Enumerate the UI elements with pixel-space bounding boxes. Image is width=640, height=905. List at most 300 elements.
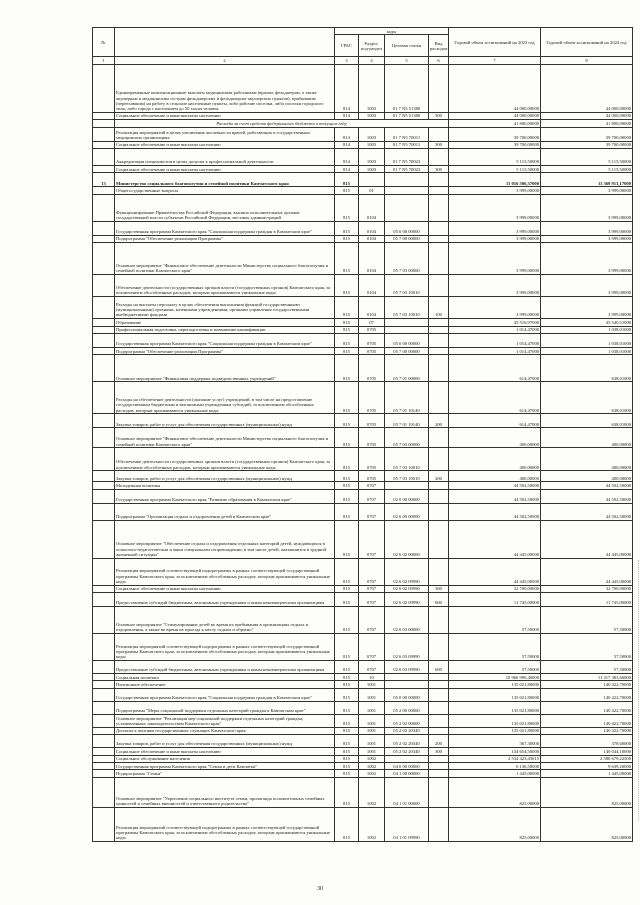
cell-grbs: 815 [335,187,359,194]
cell-exp-type [429,770,449,777]
table-row [93,489,633,503]
cell-name: Основное мероприятие "Стимулирование детей во время их пребывания в организациях отдыха и оздоровления, а также во время их проезда к месту отдыха и обратно" [115,607,335,634]
cell-sum-2023: 3 999,00000 [449,243,541,275]
cell-grbs: 815 [335,755,359,762]
cell-section [359,173,385,187]
cell-section: 0705 [359,428,385,448]
cell-section: 0705 [359,326,385,333]
cell-sum-2023: 367,30000 [449,735,541,748]
cell-grbs: 815 [335,471,359,482]
cell-target [385,194,429,221]
cell-sum-2024: 39 700,00000 [541,141,633,148]
cell-exp-type [429,727,449,734]
cell-grbs: 815 [335,319,359,326]
column-numbers-row [93,57,633,64]
cell-sum-2023: 10 966 990,40000 [449,674,541,681]
cell-number [93,221,115,235]
cell-section: 1003 [359,141,385,148]
table-row [93,748,633,755]
cell-section: 0707 [359,607,385,634]
cell-sum-2023: 44 502,50000 [449,482,541,489]
cell-exp-type [429,64,449,112]
cell-number [93,448,115,471]
cell-sum-2024: 638,01000 [541,382,633,414]
cell-name: Общегосударственные вопросы [115,187,335,194]
cell-grbs: 815 [335,489,359,503]
cell-exp-type [429,148,449,165]
cell-section: 0707 [359,634,385,661]
cell-sum-2023: 44 000,00000 [449,112,541,119]
cell-target: 05 0 00 00000 [385,221,429,235]
cell-target [385,173,429,187]
cell-section: 0705 [359,448,385,471]
table-header [93,28,633,65]
table-row [93,448,633,471]
cell-section: 0104 [359,243,385,275]
cell-target: 05 7 01 10140 [385,414,429,428]
cell-grbs: 815 [335,748,359,755]
cell-sum-2023: 135 021,80000 [449,727,541,734]
cell-exp-type [429,275,449,297]
cell-grbs: 815 [335,777,359,807]
cell-section: 07 [359,319,385,326]
cell-exp-type: 200 [429,735,449,748]
cell-name: Подпрограмма "Организация отдыха и оздоровления детей в Камчатском крае" [115,503,335,520]
cell-sum-2024: 44 502,50000 [541,503,633,520]
cell-number [93,763,115,770]
cell-target: 05 7 03 00000 [385,243,429,275]
cell-name: Социальное обеспечение и иные выплаты населению [115,112,335,119]
cell-target: 05 7 03 10010 [385,297,429,319]
cell-name: Социальное обеспечение и иные выплаты населению [115,748,335,755]
table-row [93,482,633,489]
cell-section: 1002 [359,807,385,841]
cell-exp-type [429,194,449,221]
cell-grbs: 815 [335,763,359,770]
cell-number [93,319,115,326]
cell-sum-2023: 3 999,00000 [449,297,541,319]
cell-sum-2024: 825,00000 [541,807,633,841]
cell-grbs: 814 [335,64,359,112]
cell-sum-2024: 57,50000 [541,634,633,661]
header-grbs: ГРБС [335,35,359,57]
cell-sum-2023: 44 445,00000 [449,558,541,585]
cell-sum-2024: 45 540,51000 [541,319,633,326]
cell-number [93,243,115,275]
cell-section: 0707 [359,661,385,674]
cell-target: 01 7 N5 70023 [385,165,429,172]
cell-sum-2024: 1 445,00000 [541,770,633,777]
cell-name: Реализация мероприятий соответствующей подпрограммы в рамках соответствующей государственной программы Камчатского края, за исключением обособленных расходов, которым присваиваются уникальные коды [115,807,335,841]
cell-sum-2023: 614,47000 [449,382,541,414]
cell-sum-2023: 1 014,47000 [449,326,541,333]
cell-grbs: 815 [335,688,359,701]
cell-target: 01 7 N5 70023 [385,148,429,165]
cell-exp-type [429,326,449,333]
cell-sum-2023: 57,50000 [449,634,541,661]
cell-name: Социальное обеспечение и иные выплаты населению [115,585,335,592]
cell-sum-2024: 11 317 383,66000 [541,674,633,681]
cell-sum-2024: 3 999,00000 [541,243,633,275]
cell-section: 1001 [359,714,385,727]
header-target: Целевая статья [385,35,429,57]
cell-exp-type [429,634,449,661]
cell-target: 04 0 00 00000 [385,763,429,770]
cell-target: 05 0 00 00000 [385,333,429,347]
header-sum-2024: Годовой объем ассигнований на 2024 год [541,28,633,57]
cell-number [93,382,115,414]
cell-exp-type [429,558,449,585]
cell-number [93,688,115,701]
cell-section: 1003 [359,112,385,119]
cell-number [93,755,115,762]
cell-grbs: 815 [335,674,359,681]
cell-grbs: 814 [335,112,359,119]
cell-sum-2023: 400,00000 [449,448,541,471]
table-row [93,165,633,172]
cell-sum-2023: 5 115,50000 [449,148,541,165]
cell-number [93,355,115,382]
table-row [93,173,633,187]
cell-section: 1002 [359,770,385,777]
cell-name: Молодежная политика [115,482,335,489]
cell-note: Расходы за счет средств федерального бюджета в текущем году [115,120,449,127]
cell-sum-2024: 638,01000 [541,414,633,428]
cell-target: 02 6 00 00000 [385,503,429,520]
table-row [93,319,633,326]
cell-sum-2023: 825,00000 [449,807,541,841]
cell-target: 05 2 02 00000 [385,714,429,727]
table-row [93,727,633,734]
table-row [93,607,633,634]
cell-grbs: 815 [335,558,359,585]
cell-grbs: 815 [335,661,359,674]
cell-target: 01 7 N5 70011 [385,141,429,148]
cell-target: 04 1 00 00000 [385,770,429,777]
cell-grbs: 815 [335,326,359,333]
cell-sum-2024: 41 800,00000 [541,120,633,127]
cell-grbs: 815 [335,173,359,187]
cell-number [93,777,115,807]
cell-name: Государственная программа Камчатского края "Социальная поддержка граждан в Камчатском крае" [115,221,335,235]
cell-exp-type: 100 [429,297,449,319]
cell-sum-2024: 44 000,00000 [541,64,633,112]
cell-number [93,674,115,681]
cell-grbs: 815 [335,221,359,235]
cell-name: Подпрограмма "Семья" [115,770,335,777]
cell-target: 02 6 02 09990 [385,558,429,585]
cell-name: Государственная программа Камчатского края "Социальная поддержка граждан в Камчатском крае" [115,688,335,701]
table-row [93,471,633,482]
table-row [93,194,633,221]
column-number: 1 [93,57,115,64]
cell-name: Функционирование Правительства Российской Федерации, высших исполнительных органов государственной власти субъектов Российской Федерации, местных администраций [115,194,335,221]
table-row [93,120,633,127]
table-row [93,503,633,520]
table-row [93,520,633,558]
cell-name: Социальное обслуживание населения [115,755,335,762]
cell-exp-type: 300 [429,165,449,172]
table-row [93,235,633,242]
table-row [93,414,633,428]
cell-sum-2024: 32 700,00000 [541,585,633,592]
table-row [93,64,633,112]
header-no: № [93,28,115,57]
cell-grbs: 814 [335,165,359,172]
cell-exp-type: 200 [429,471,449,482]
header-codes-group: коды [335,28,449,35]
column-number: 5 [385,57,429,64]
cell-exp-type [429,489,449,503]
cell-exp-type [429,482,449,489]
cell-sum-2023: 825,00000 [449,777,541,807]
cell-number [93,326,115,333]
table-row [93,148,633,165]
cell-exp-type [429,688,449,701]
cell-name: Реализация мероприятий соответствующей подпрограммы в рамках соответствующей государственной программы Камчатского края, за исключением обособленных расходов, которым присваиваются уникальные коды [115,558,335,585]
cell-target: 04 1 01 00000 [385,777,429,807]
cell-grbs: 814 [335,141,359,148]
cell-number [93,428,115,448]
cell-target: 05 7 03 10010 [385,471,429,482]
cell-number [93,735,115,748]
cell-sum-2023: 1 014,47000 [449,347,541,354]
table-row [93,661,633,674]
cell-sum-2023: 57,50000 [449,607,541,634]
cell-exp-type [429,607,449,634]
cell-sum-2024: 140 422,70000 [541,714,633,727]
cell-name: Основное мероприятие "Финансовая поддержка подведомственных учреждений" [115,355,335,382]
cell-grbs: 815 [335,297,359,319]
cell-number [93,414,115,428]
cell-sum-2024: 400,00000 [541,471,633,482]
cell-sum-2023: 3 999,00000 [449,275,541,297]
cell-section: 0707 [359,482,385,489]
cell-number [93,482,115,489]
cell-grbs: 815 [335,448,359,471]
cell-target: 01 7 N5 70011 [385,127,429,141]
column-number: 8 [541,57,633,64]
cell-grbs: 815 [335,701,359,714]
cell-section: 1001 [359,727,385,734]
cell-exp-type [429,503,449,520]
table-row [93,585,633,592]
cell-target: 05 7 00 00000 [385,235,429,242]
cell-target: 05 7 01 00000 [385,355,429,382]
cell-section: 0104 [359,275,385,297]
cell-target [385,755,429,762]
cell-section: 1001 [359,688,385,701]
cell-section: 0705 [359,414,385,428]
cell-name: Профессиональная подготовка, переподготовка и повышение квалификации [115,326,335,333]
cell-sum-2024: 5 115,50000 [541,165,633,172]
cell-name: Закупка товаров, работ и услуг для обеспечения государственных (муниципальных) нужд [115,735,335,748]
cell-number [93,701,115,714]
cell-grbs: 815 [335,347,359,354]
cell-name: Обеспечение деятельности государственных органов власти (государственных органов) Камчатского края, за исключением обособленных расходов, которым присваиваются уникальные коды [115,448,335,471]
cell-section: 1003 [359,148,385,165]
cell-name: Основное мероприятие "Обеспечение отдыха и оздоровления отдельных категорий детей, нуждающихся в психолого-педагогическом и ином специальном сопровождении, в том числе детей, оказавшихся в трудной жизненной ситуации" [115,520,335,558]
cell-target [385,319,429,326]
cell-sum-2024: 3 999,00000 [541,275,633,297]
budget-table [92,27,633,842]
cell-grbs: 815 [335,275,359,297]
cell-number [93,235,115,242]
cell-target: 05 0 00 00000 [385,688,429,701]
table-row [93,187,633,194]
cell-section: 0707 [359,585,385,592]
cell-number [93,558,115,585]
cell-sum-2023: 11 745,00000 [449,593,541,607]
cell-sum-2024: 140 422,70000 [541,681,633,688]
cell-name: Подпрограмма "Меры социальной поддержки отдельных категорий граждан в Камчатском крае" [115,701,335,714]
table-row [93,326,633,333]
cell-name: Социальное обеспечение и иные выплаты населению [115,141,335,148]
cell-sum-2024: 3 999,00000 [541,221,633,235]
cell-sum-2023: 39 700,00000 [449,141,541,148]
cell-number: 13 [93,173,115,187]
column-number: 4 [359,57,385,64]
cell-exp-type: 200 [429,414,449,428]
cell-sum-2023: 44 000,00000 [449,64,541,112]
cell-target: 05 2 00 00000 [385,701,429,714]
table-body [93,64,633,841]
cell-number [93,112,115,119]
cell-section: 1001 [359,748,385,755]
cell-sum-2023: 2 534 423,45615 [449,755,541,762]
cell-exp-type [429,714,449,727]
table-row [93,593,633,607]
cell-exp-type [429,382,449,414]
cell-section: 0705 [359,355,385,382]
cell-target: 02 6 03 09990 [385,634,429,661]
cell-target: 02 6 03 00000 [385,607,429,634]
cell-sum-2023: 1 014,47000 [449,333,541,347]
cell-exp-type: 600 [429,593,449,607]
cell-exp-type [429,333,449,347]
cell-grbs: 815 [335,382,359,414]
cell-exp-type [429,347,449,354]
table-row [93,141,633,148]
cell-target: 05 7 03 10010 [385,448,429,471]
cell-name: Министерство социального благополучия и семейной политики Камчатского края [115,173,335,187]
cell-number [93,347,115,354]
cell-name: Основное мероприятие "Финансовое обеспечение деятельности Министерства социального благополучия и семейной политики Камчатского края" [115,243,335,275]
cell-sum-2023: 135 021,80000 [449,688,541,701]
cell-section: 0705 [359,333,385,347]
cell-sum-2023: 5 115,50000 [449,165,541,172]
cell-number [93,807,115,841]
cell-name: Расходы на выплаты персоналу в целях обеспечения выполнения функций государственными (муниципальными) органами, казенными учреждениями, органами управления государственными внебюджетными фондами [115,297,335,319]
cell-section: 0104 [359,221,385,235]
cell-section: 0705 [359,471,385,482]
cell-number [93,770,115,777]
cell-number [93,489,115,503]
cell-sum-2023: 11 016 506,37000 [449,173,541,187]
cell-number [93,297,115,319]
cell-target [385,674,429,681]
column-number: 7 [449,57,541,64]
cell-number [93,593,115,607]
cell-sum-2023: 3 999,00000 [449,235,541,242]
cell-sum-2023: 45 516,97000 [449,319,541,326]
cell-sum-2024: 3 999,00000 [541,194,633,221]
cell-number [93,661,115,674]
cell-sum-2024: 400,00000 [541,448,633,471]
cell-sum-2024: 3 999,00000 [541,187,633,194]
cell-name: Подпрограмма "Обеспечение реализации Программы" [115,347,335,354]
cell-sum-2023: 39 700,00000 [449,127,541,141]
cell-name: Обеспечение деятельности государственных органов власти (государственных органов) Камчатского края, за исключением обособленных расходов, которым присваиваются уникальные коды [115,275,335,297]
cell-grbs: 815 [335,714,359,727]
cell-target [385,681,429,688]
cell-sum-2024: 44 502,50000 [541,489,633,503]
cell-exp-type: 300 [429,748,449,755]
cell-exp-type [429,674,449,681]
cell-sum-2024: 11 745,00000 [541,593,633,607]
cell-target: 02 0 00 00000 [385,489,429,503]
cell-section: 1001 [359,735,385,748]
cell-section: 01 [359,187,385,194]
cell-sum-2024: 3 999,00000 [541,297,633,319]
cell-sum-2023: 135 021,80000 [449,714,541,727]
cell-sum-2023: 400,00000 [449,428,541,448]
cell-sum-2024: 140 422,70000 [541,701,633,714]
cell-target: 05 2 02 20340 [385,748,429,755]
cell-sum-2023: 3 999,00000 [449,221,541,235]
table-row [93,428,633,448]
cell-name: Пенсионное обеспечение [115,681,335,688]
cell-name: Государственная программа Камчатского края "Развитие образования в Камчатском крае" [115,489,335,503]
cell-target [385,326,429,333]
cell-number [93,275,115,297]
column-number: 3 [335,57,359,64]
cell-grbs: 815 [335,482,359,489]
cell-section: 0707 [359,520,385,558]
table-row [93,770,633,777]
cell-name: Государственная программа Камчатского края "Семья и дети Камчатки" [115,763,335,770]
cell-sum-2023: 614,47000 [449,414,541,428]
cell-section: 10 [359,674,385,681]
table-row [93,297,633,319]
cell-name: Основное мероприятие "Укрепление социального института семьи, пропаганда положительных семейных ценностей и семейных внешностей и ответственного родительства" [115,777,335,807]
cell-section: 0104 [359,235,385,242]
cell-target: 05 7 03 00000 [385,428,429,448]
cell-exp-type [429,221,449,235]
cell-section: 0705 [359,382,385,414]
cell-exp-type [429,355,449,382]
cell-section: 1003 [359,127,385,141]
cell-sum-2024: 44 445,00000 [541,558,633,585]
cell-number [93,127,115,141]
cell-number [93,634,115,661]
cell-grbs: 815 [335,503,359,520]
cell-exp-type [429,807,449,841]
cell-sum-2024: 638,01000 [541,355,633,382]
cell-sum-2024: 140 044,10000 [541,748,633,755]
cell-section: 1002 [359,777,385,807]
cell-number [93,148,115,165]
cell-name: Доплаты к пенсиям государственных служащих Камчатского края [115,727,335,734]
cell-sum-2023: 44 502,50000 [449,489,541,503]
cell-exp-type [429,243,449,275]
table-row [93,763,633,770]
cell-number [93,64,115,112]
cell-grbs: 815 [335,727,359,734]
cell-target: 02 6 03 09990 [385,661,429,674]
cell-sum-2024: 140 422,70000 [541,727,633,734]
cell-exp-type: 300 [429,141,449,148]
